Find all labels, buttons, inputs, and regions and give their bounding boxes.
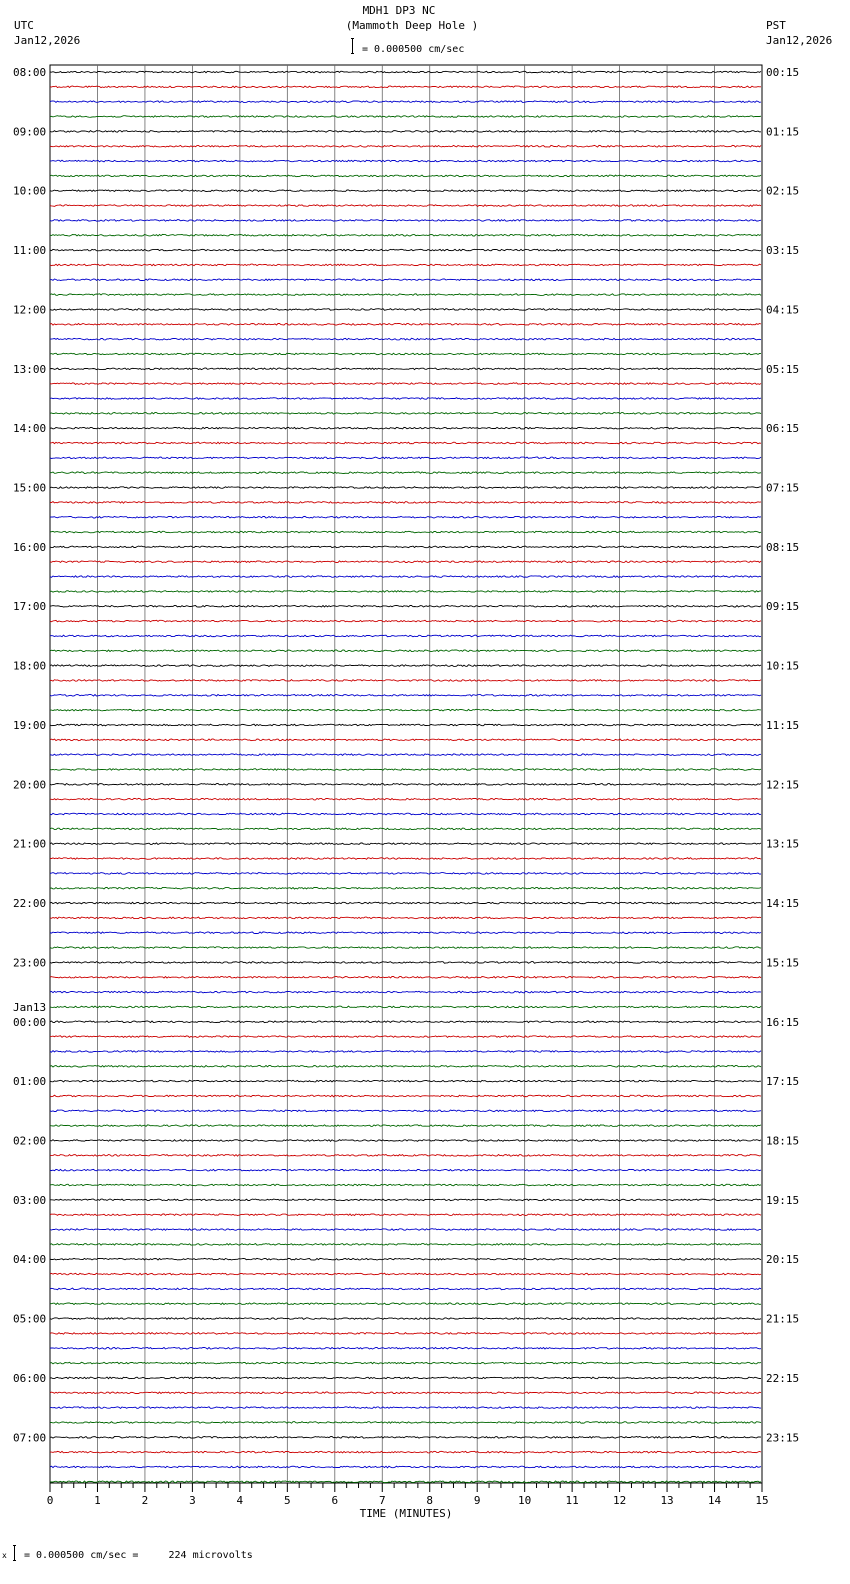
utc-hour-label: 21:00 (13, 837, 47, 851)
scale-label: = 0.000500 cm/sec (362, 44, 465, 55)
seismogram-trace (50, 798, 761, 800)
utc-hour-label: 01:00 (13, 1075, 47, 1089)
x-tick-label: 12 (612, 1494, 627, 1507)
utc-hour-label: 15:00 (13, 481, 47, 495)
seismogram-trace (50, 591, 761, 593)
seismogram-trace (50, 160, 761, 162)
seismogram-trace (50, 1140, 761, 1142)
seismogram-trace (50, 205, 761, 207)
seismogram-trace (50, 368, 761, 370)
seismogram-trace (50, 739, 761, 741)
site-name: (Mammoth Deep Hole ) (345, 19, 479, 32)
seismogram-trace (50, 561, 761, 563)
pst-date-label: Jan12,2026 (766, 34, 833, 47)
utc-hour-label: 08:00 (13, 66, 47, 79)
seismogram-trace (50, 531, 761, 533)
utc-zone-label: UTC (14, 19, 34, 32)
seismogram-trace (50, 695, 761, 697)
seismogram-trace (50, 1466, 761, 1468)
pst-hour-label: 01:15 (766, 125, 800, 139)
seismogram-trace (50, 917, 761, 919)
pst-hour-label: 07:15 (766, 481, 800, 495)
seismogram-trace (50, 1066, 761, 1068)
x-tick-label: 3 (189, 1494, 196, 1507)
seismogram-trace (50, 858, 761, 860)
x-tick-label: 5 (284, 1494, 291, 1507)
utc-hour-label: 00:00 (13, 1015, 47, 1029)
pst-hour-label: 10:15 (766, 659, 800, 673)
seismogram-trace (50, 1481, 761, 1483)
seismogram-trace (50, 234, 761, 236)
utc-hour-label: 02:00 (13, 1134, 47, 1148)
plot-frame (50, 65, 762, 1483)
seismogram-trace (50, 784, 761, 786)
seismogram-trace (50, 1392, 761, 1394)
utc-hour-label: 16:00 (13, 540, 47, 554)
seismogram-trace (50, 249, 761, 251)
seismogram-trace (50, 309, 761, 311)
x-tick-label: 7 (378, 1494, 386, 1507)
seismogram-trace (50, 427, 761, 429)
seismogram-trace (50, 190, 761, 192)
seismogram-trace (50, 887, 761, 889)
pst-hour-label: 22:15 (766, 1371, 800, 1385)
seismogram-trace (50, 338, 761, 340)
seismogram-trace (50, 487, 761, 489)
seismogram-trace (50, 1110, 761, 1112)
pst-hour-label: 09:15 (766, 600, 800, 614)
x-tick-label: 6 (331, 1494, 339, 1507)
pst-hour-label: 15:15 (766, 956, 800, 970)
seismogram-trace (50, 546, 761, 548)
x-tick-label: 4 (236, 1494, 244, 1507)
utc-hour-label: 20:00 (13, 778, 47, 792)
date-change-label: Jan13 (13, 1000, 47, 1014)
x-tick-label: 0 (46, 1494, 54, 1507)
x-tick-label: 2 (141, 1494, 149, 1507)
seismogram-trace (50, 962, 761, 964)
seismogram-trace (50, 131, 761, 133)
pst-hour-label: 23:15 (766, 1431, 800, 1445)
seismogram-trace (50, 1051, 761, 1053)
seismogram-trace (50, 1199, 761, 1201)
seismogram-trace (50, 991, 761, 993)
seismogram-trace (50, 605, 761, 607)
utc-hour-label: 22:00 (13, 897, 47, 911)
utc-hour-label: 13:00 (13, 362, 47, 376)
seismogram-trace (50, 1229, 761, 1231)
x-axis-label: TIME (MINUTES) (359, 1507, 453, 1520)
x-tick-label: 10 (518, 1494, 532, 1507)
seismogram-trace (50, 754, 761, 756)
footer-scale-icon (13, 1545, 16, 1561)
pst-hour-label: 12:15 (766, 778, 800, 792)
seismogram-trace (50, 1125, 761, 1127)
seismogram-trace (50, 1318, 761, 1320)
pst-hour-label: 14:15 (766, 897, 800, 911)
seismogram-trace (50, 769, 761, 771)
utc-hour-label: 18:00 (13, 659, 47, 673)
seismogram-trace (50, 843, 761, 845)
seismogram-trace (50, 1095, 761, 1097)
seismogram-trace (50, 1244, 761, 1246)
pst-hour-label: 02:15 (766, 184, 800, 198)
utc-hour-label: 12:00 (13, 303, 47, 317)
pst-hour-label: 06:15 (766, 422, 800, 436)
seismogram-trace (50, 1377, 761, 1379)
seismogram-trace (50, 813, 761, 815)
seismogram-trace (50, 1333, 761, 1335)
seismogram-trace (50, 1080, 761, 1082)
seismogram-trace (50, 1347, 761, 1349)
utc-hour-label: 10:00 (13, 184, 47, 198)
seismogram-trace (50, 398, 761, 400)
seismogram-trace (50, 383, 761, 385)
seismogram-trace (50, 1303, 761, 1305)
seismogram-trace (50, 932, 761, 934)
x-tick-label: 8 (426, 1494, 434, 1507)
seismogram-trace (50, 1155, 761, 1157)
seismogram-trace (50, 71, 761, 73)
seismogram-trace (50, 947, 761, 949)
pst-hour-label: 04:15 (766, 303, 800, 317)
pst-hour-label: 00:15 (766, 66, 800, 79)
seismogram-trace (50, 1273, 761, 1275)
utc-hour-label: 07:00 (13, 1431, 47, 1445)
pst-hour-label: 18:15 (766, 1134, 800, 1148)
utc-hour-label: 05:00 (13, 1312, 47, 1326)
pst-hour-label: 05:15 (766, 362, 800, 376)
seismogram-trace (50, 976, 761, 978)
pst-zone-label: PST (766, 19, 786, 32)
utc-hour-label: 03:00 (13, 1193, 47, 1207)
seismogram-trace (50, 413, 761, 415)
seismogram-trace (50, 324, 761, 326)
seismogram-trace (50, 1184, 761, 1186)
seismogram-trace (50, 220, 761, 222)
pst-hour-label: 03:15 (766, 244, 800, 258)
seismogram-trace (50, 1451, 761, 1453)
seismogram-trace (50, 442, 761, 444)
seismogram-trace (50, 175, 761, 177)
pst-hour-label: 17:15 (766, 1075, 800, 1089)
seismogram-trace (50, 650, 761, 652)
seismogram-trace (50, 264, 761, 266)
seismogram-trace (50, 828, 761, 830)
seismogram-trace (50, 1422, 761, 1424)
x-tick-label: 9 (473, 1494, 481, 1507)
seismogram-trace (50, 1036, 761, 1038)
utc-date-label: Jan12,2026 (14, 34, 81, 47)
seismogram-trace (50, 279, 761, 281)
utc-hour-label: 06:00 (13, 1371, 47, 1385)
utc-hour-label: 14:00 (13, 422, 47, 436)
pst-hour-label: 13:15 (766, 837, 800, 851)
seismogram-trace (50, 1437, 761, 1439)
seismogram-trace (50, 680, 761, 682)
x-tick-label: 11 (565, 1494, 579, 1507)
pst-hour-label: 11:15 (766, 718, 800, 732)
footer-marker: x (2, 1551, 7, 1560)
utc-hour-label: 11:00 (13, 244, 47, 258)
seismogram-trace (50, 1288, 761, 1290)
seismogram-trace (50, 516, 761, 518)
seismogram-trace (50, 353, 761, 355)
seismogram-trace (50, 86, 761, 88)
utc-hour-label: 17:00 (13, 600, 47, 614)
x-tick-label: 1 (94, 1494, 101, 1507)
seismogram-trace (50, 635, 761, 637)
seismogram-trace (50, 724, 761, 726)
seismogram-trace (50, 101, 761, 103)
seismogram-trace (50, 1258, 761, 1260)
seismogram-trace (50, 902, 761, 904)
seismogram-trace (50, 1169, 761, 1171)
seismogram-trace (50, 1006, 761, 1008)
station-title: MDH1 DP3 NC (362, 4, 436, 17)
seismogram-trace (50, 1021, 761, 1023)
seismogram-trace (50, 576, 761, 578)
seismogram-trace (50, 502, 761, 504)
pst-hour-label: 08:15 (766, 540, 800, 554)
utc-hour-label: 09:00 (13, 125, 47, 139)
seismogram-trace (50, 1407, 761, 1409)
pst-hour-label: 16:15 (766, 1015, 800, 1029)
seismogram-trace (50, 1362, 761, 1364)
pst-hour-label: 19:15 (766, 1193, 800, 1207)
utc-hour-label: 23:00 (13, 956, 47, 970)
x-tick-label: 15 (755, 1494, 769, 1507)
pst-hour-label: 20:15 (766, 1253, 800, 1267)
seismogram-trace (50, 457, 761, 459)
seismogram-trace (50, 472, 761, 474)
seismogram-trace (50, 620, 761, 622)
seismogram-trace (50, 709, 761, 711)
utc-hour-label: 04:00 (13, 1253, 47, 1267)
utc-hour-label: 19:00 (13, 718, 47, 732)
pst-hour-label: 21:15 (766, 1312, 800, 1326)
footer-scale-text: = 0.000500 cm/sec = 224 microvolts (24, 1550, 253, 1561)
seismogram-trace (50, 665, 761, 667)
seismogram-trace (50, 116, 761, 118)
seismogram-trace (50, 145, 761, 147)
seismogram-trace (50, 1214, 761, 1216)
x-tick-label: 13 (660, 1494, 674, 1507)
seismogram-trace (50, 294, 761, 296)
x-tick-label: 14 (707, 1494, 722, 1507)
seismogram-trace (50, 873, 761, 875)
